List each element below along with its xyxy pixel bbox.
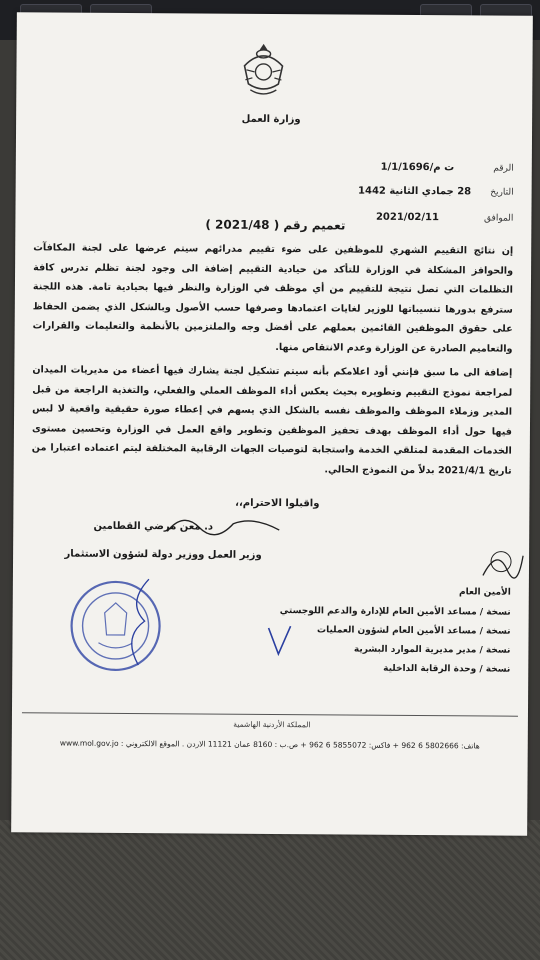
minister-name: د. معن مرضي القطامين bbox=[93, 520, 214, 533]
secretary-signature-icon bbox=[477, 545, 527, 585]
reference-number: ت م/1/1/1696 bbox=[380, 161, 455, 174]
cc-item: نسخة / مساعد الأمين العام للإدارة والدعم اللوجستي bbox=[279, 606, 511, 618]
jordan-emblem-icon bbox=[240, 40, 286, 100]
letter-document bbox=[11, 12, 533, 836]
reference-label: الرقم bbox=[493, 163, 514, 174]
hijri-date-line bbox=[294, 178, 514, 199]
footer-kingdom: المملكة الأردنية الهاشمية bbox=[233, 719, 311, 730]
reference-line bbox=[294, 154, 514, 175]
paragraph-1: إن نتائج التقييم الشهري للموظفين على ضوء تقييم مدرائهم سيتم عرضها على لجنة المكافآت والحوافز المشكلة في الوزارة للتأكد من حيادية التقييم إضافة الى وجود لجنة تظلم تدرس كافة التظلمات التي تصل نتيجة للتقييم من أي موظف في الوزارة والنظر فيها بحيادية تامة. هذه اللجنة سترفع بدورها تنسيباتها للوزير لغايات اعتمادها وصرفها حسب الأصول وبالشكل الذي يضمن الحفاظ على حقوق الموظفين القائمين بعملهم على أفضل وجه والملتزمين بالأنظمة والتعليمات والقرارات والتعاميم الصادرة عن الوزارة وعدم الانتقاص منها. bbox=[32, 242, 514, 355]
initials-mark-icon bbox=[264, 622, 294, 662]
circular-title: تعميم رقم ( 2021/48 ) bbox=[205, 217, 346, 233]
closing-line: واقبلوا الاحترام،، bbox=[235, 497, 320, 510]
paragraph-2: إضافة الى ما سبق فإنني أود اعلامكم بأنه سيتم تشكيل لجنة يشارك فيها أعضاء من مديريات الميدان لمراجعة نموذج التقييم وتطويره بحيث يعكس أداء الموظف العملي والفعلي، والتغذية الراجعة من قبل المدير وزملاء الموظف والموظف نفسه بالشكل الذي يسهم في إعطاء صورة حقيقية واقعية لا لبس فيها حول أداء الموظف بهدف تحفيز الموظفين وتطوير واقع العمل في الوزارة وتحسين مستوى الخدمات المقدمة لمتلقي الخدمة واستجابة لتوصيات الجهات الرقابية المختلفة ليتم اعتماده اعتبارا من تاريخ 2021/4/1 بدلاً من النموذج الحالي. bbox=[31, 364, 513, 477]
footer-divider bbox=[22, 712, 518, 716]
stamp-handwriting-icon bbox=[108, 573, 159, 673]
table-surface bbox=[0, 820, 540, 960]
hijri-date: 28 جمادي الثانية 1442 bbox=[358, 185, 472, 198]
gregorian-date: 2021/02/11 bbox=[375, 211, 439, 224]
date-label: التاريخ bbox=[490, 187, 514, 198]
secretary-general-label: الأمين العام bbox=[458, 587, 511, 598]
cc-item: نسخة / مدير مديرية الموارد البشرية bbox=[353, 644, 511, 656]
footer-contact: هاتف: 5802666 6 962 + فاكس: 5855072 6 962 + ص.ب : 8160 عمان 11121 الاردن . الموقع الالكتروني : www.mol.gov.jo bbox=[59, 738, 480, 751]
minister-title: وزير العمل ووزير دولة لشؤون الاستثمار bbox=[64, 548, 262, 561]
cc-item: نسخة / مساعد الأمين العام لشؤون العمليات bbox=[317, 625, 511, 637]
gregorian-label: الموافق bbox=[483, 213, 514, 224]
ministry-name: وزارة العمل bbox=[241, 113, 301, 126]
cc-item: نسخة / وحدة الرقابة الداخلية bbox=[383, 663, 511, 675]
